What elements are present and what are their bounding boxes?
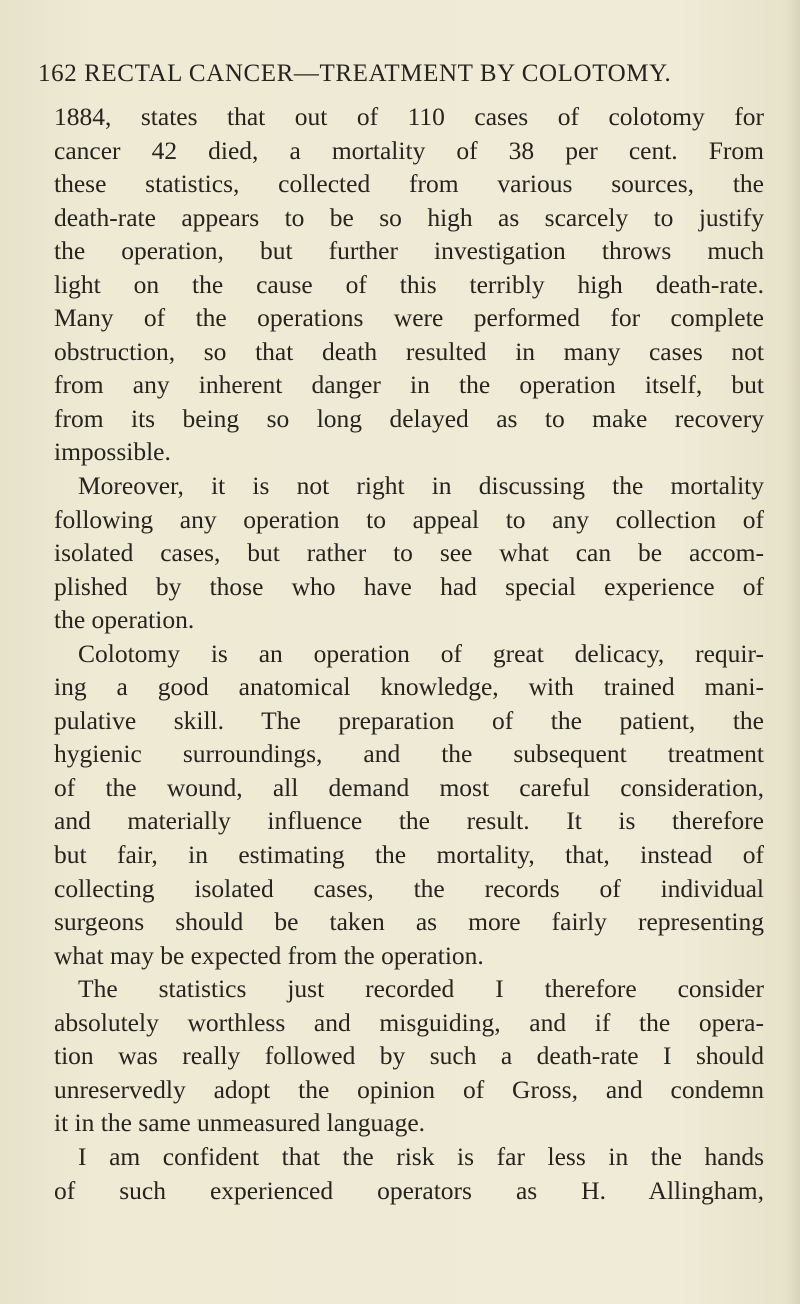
- text-line: from its being so long delayed as to make recovery: [54, 403, 764, 433]
- text-line: The statistics just recorded I therefore consider: [78, 974, 764, 1004]
- text-line: from any inherent danger in the operation itself, but: [54, 370, 764, 400]
- text-line: of the wound, all demand most careful consideration,: [54, 772, 764, 802]
- text-line: pulative skill. The preparation of the patient, the: [54, 705, 764, 735]
- page-edge-shadow: [786, 0, 800, 1304]
- text-line: surgeons should be taken as more fairly representing: [54, 907, 764, 937]
- text-line: hygienic surroundings, and the subsequent treatment: [54, 739, 764, 769]
- text-line: these statistics, collected from various sources, the: [54, 169, 764, 199]
- text-line: impossible.: [54, 437, 171, 467]
- text-line: I am confident that the risk is far less in the hands: [78, 1141, 764, 1171]
- text-line: death-rate appears to be so high as scarcely to justify: [54, 202, 764, 232]
- text-line: unreservedly adopt the opinion of Gross, and condemn: [54, 1074, 764, 1104]
- text-line: Moreover, it is not right in discussing the mortality: [78, 471, 764, 501]
- text-line: obstruction, so that death resulted in many cases not: [54, 336, 764, 366]
- text-line: following any operation to appeal to any collection of: [54, 504, 764, 534]
- text-line: of such experienced operators as H. Allingham,: [54, 1175, 764, 1205]
- body-text: [54, 100, 764, 1207]
- text-line: and materially influence the result. It is therefore: [54, 806, 764, 836]
- text-line: the operation.: [54, 605, 195, 635]
- text-line: Many of the operations were performed for complete: [54, 303, 764, 333]
- text-line: plished by those who have had special experience of: [54, 571, 764, 601]
- text-line: ing a good anatomical knowledge, with trained mani-: [54, 672, 764, 702]
- text-line: 1884, states that out of 110 cases of colotomy for: [54, 102, 764, 131]
- running-head: 162 RECTAL CANCER—TREATMENT BY COLOTOMY.: [38, 60, 672, 87]
- text-line: what may be expected from the operation.: [54, 940, 484, 970]
- text-line: isolated cases, but rather to see what can be accom-: [54, 538, 764, 568]
- text-line: tion was really followed by such a death-rate I should: [54, 1041, 764, 1071]
- text-line: the operation, but further investigation throws much: [54, 236, 764, 266]
- text-line: collecting isolated cases, the records of individual: [54, 873, 764, 903]
- text-line: but fair, in estimating the mortality, that, instead of: [54, 840, 764, 870]
- text-line: light on the cause of this terribly high death-rate.: [54, 269, 764, 299]
- text-line: cancer 42 died, a mortality of 38 per cent. From: [54, 135, 764, 165]
- text-line: absolutely worthless and misguiding, and if the opera-: [54, 1007, 764, 1037]
- text-line: Colotomy is an operation of great delicacy, requir-: [78, 638, 764, 668]
- text-line: it in the same unmeasured language.: [54, 1108, 426, 1138]
